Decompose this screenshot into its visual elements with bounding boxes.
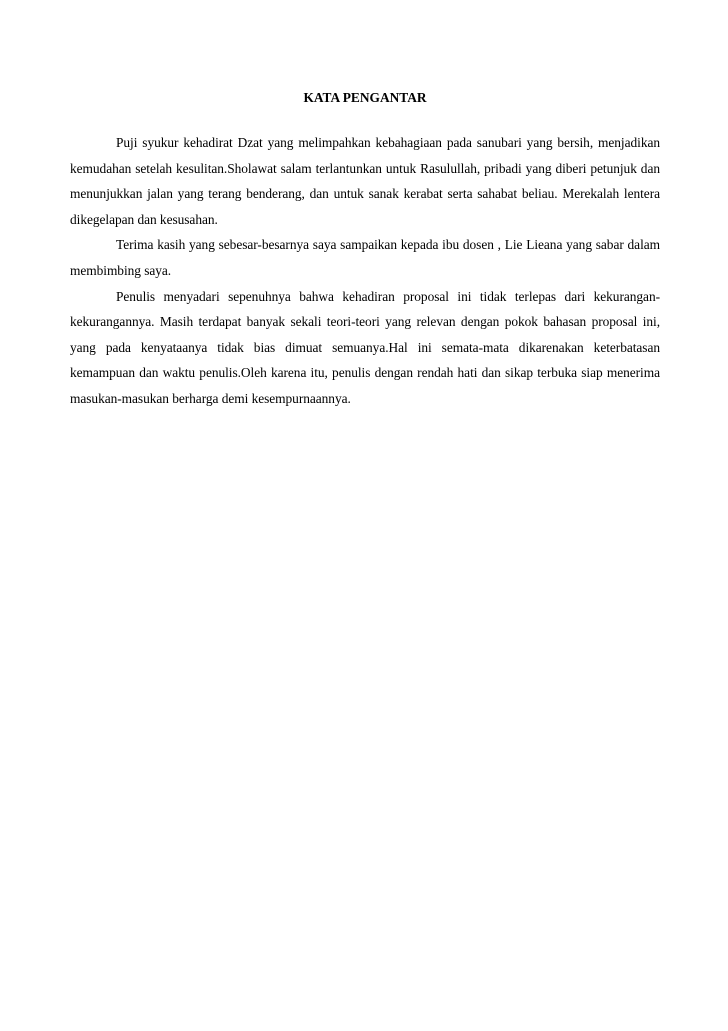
paragraph-gratitude: Puji syukur kehadirat Dzat yang melimpahkan kebahagiaan pada sanubari yang bersih, menjadikan kemudahan setelah kesulitan.Sholawat salam terlantunkan untuk Rasulullah, pribadi yang diberi petunjuk dan menunjukkan jalan yang terang benderang, dan untuk sanak kerabat serta sahabat beliau. Merekalah lentera dikegelapan dan kesusahan. (70, 135, 660, 227)
document-body (70, 86, 660, 412)
paragraph-limitations: Penulis menyadari sepenuhnya bahwa kehadiran proposal ini tidak terlepas dari kekurangan-kekurangannya. Masih terdapat banyak sekali teori-teori yang relevan dengan pokok bahasan proposal ini, yang pada kenyataanya tidak bias dimuat semuanya.Hal ini semata-mata dikarenakan keterbatasan kemampuan dan waktu penulis.Oleh karena itu, penulis dengan rendah hati dan sikap terbuka siap menerima masukan-masukan berharga demi kesempurnaannya. (70, 288, 660, 406)
page-title: KATA PENGANTAR (303, 90, 427, 105)
paragraph-thanks: Terima kasih yang sebesar-besarnya saya sampaikan kepada ibu dosen , Lie Lieana yang sabar dalam membimbing saya. (70, 237, 660, 278)
